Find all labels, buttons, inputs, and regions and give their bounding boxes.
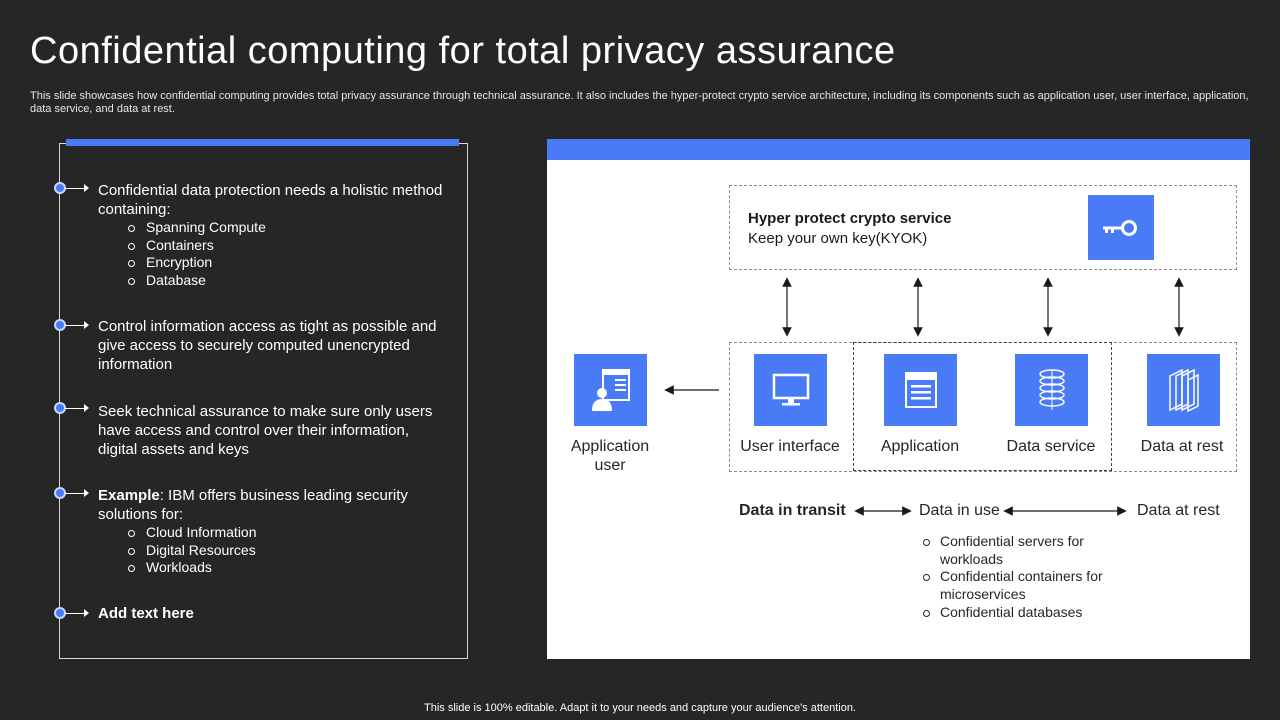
bullet-arrow-icon: [54, 182, 90, 194]
sublist-item: Encryption: [128, 254, 443, 272]
point-1-sublist: [98, 219, 443, 289]
component-label: Data service: [1006, 438, 1096, 455]
architecture-diagram: [547, 139, 1250, 659]
flow-data-in-use: Data in use: [919, 502, 1000, 519]
component-label: Application user: [570, 438, 650, 474]
bullet-arrow-icon: [54, 402, 90, 414]
hyper-protect-title: Hyper protect crypto service: [748, 210, 952, 227]
sublist-item: Containers: [128, 237, 443, 255]
sublist-item: Workloads: [128, 559, 443, 577]
point-5: [98, 604, 443, 623]
hyper-protect-subtitle: Keep your own key(KYOK): [748, 230, 928, 247]
point-4-sublist: [98, 524, 443, 577]
component-label: Application: [880, 438, 960, 455]
bullet-arrow-icon: [54, 319, 90, 331]
sublist-item: Database: [128, 272, 443, 290]
component-label: User interface: [740, 438, 840, 455]
database-icon: [1015, 354, 1088, 426]
point-4-bold: Example: [98, 487, 160, 504]
point-2-text: Control information access as tight as possible and give access to securely computed unencrypted information: [98, 318, 437, 373]
flow-data-at-rest: Data at rest: [1137, 502, 1220, 519]
footer-note: This slide is 100% editable. Adapt it to your needs and capture your audience's attention.: [424, 702, 856, 714]
sublist-item: Spanning Compute: [128, 219, 443, 237]
flow-data-in-transit: Data in transit: [739, 502, 846, 519]
data-in-use-list: [921, 533, 1120, 622]
point-4: [98, 486, 443, 577]
sublist-item: Digital Resources: [128, 542, 443, 560]
slide-subtitle: This slide showcases how confidential computing provides total privacy assurance through technical assurance. It also includes the hyper-protect crypto service architecture, including its components such as application user, user interface, application, data service, and data at rest.: [30, 90, 1249, 115]
point-4-text: : IBM offers business leading security solutions for:: [98, 487, 408, 523]
monitor-icon: [754, 354, 827, 426]
stacked-files-icon: [1147, 354, 1220, 426]
sublist-item: Cloud Information: [128, 524, 443, 542]
window-document-icon: [884, 354, 957, 426]
point-1: [98, 181, 443, 289]
left-panel-accent-bar: [66, 139, 459, 146]
data-in-use-item: Confidential databases: [921, 604, 1120, 622]
point-1-text: Confidential data protection needs a holistic method containing:: [98, 182, 443, 218]
point-5-text: Add text here: [98, 605, 194, 622]
slide-title: Confidential computing for total privacy assurance: [30, 30, 896, 72]
bullet-arrow-icon: [54, 607, 90, 619]
point-3-text: Seek technical assurance to make sure only users have access and control over their information, digital assets and keys: [98, 403, 433, 458]
user-document-icon: [574, 354, 647, 426]
component-label: Data at rest: [1140, 438, 1224, 455]
data-in-use-item: Confidential servers for workloads: [921, 533, 1120, 568]
bullet-arrow-icon: [54, 487, 90, 499]
data-in-use-item: Confidential containers for microservices: [921, 568, 1120, 603]
